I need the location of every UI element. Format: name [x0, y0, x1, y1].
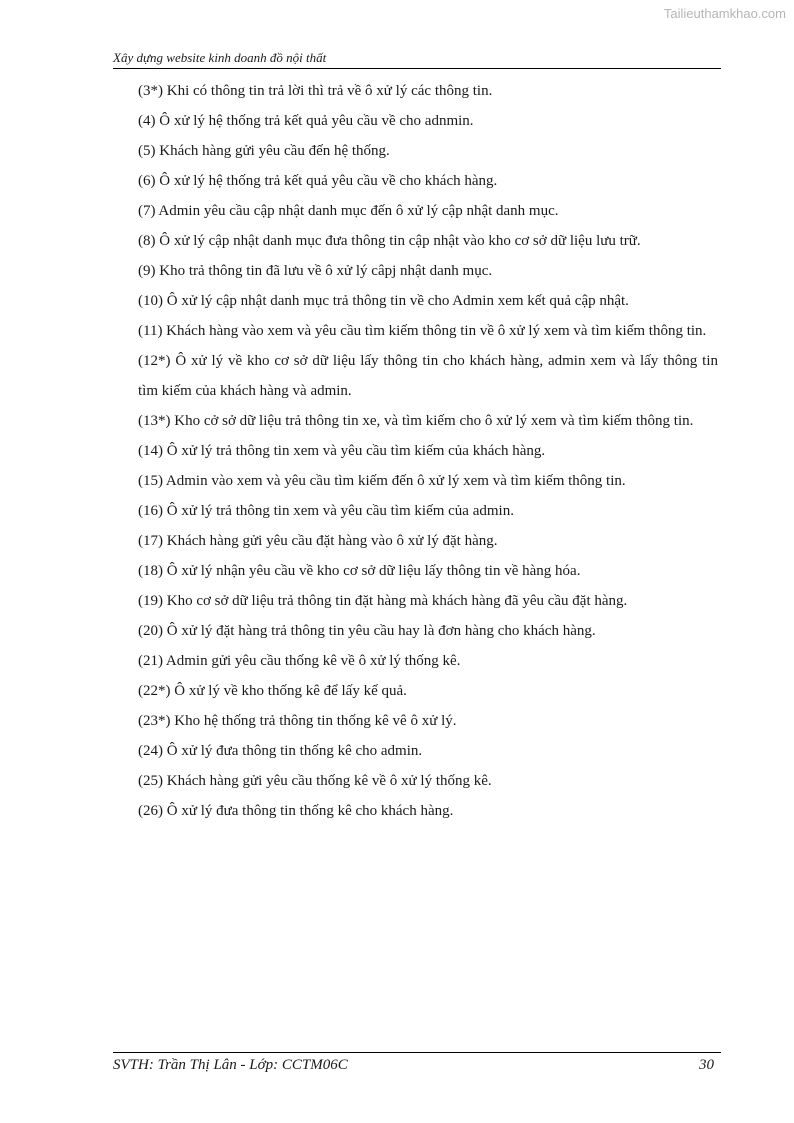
- footer-author: SVTH: Trần Thị Lân - Lớp: CCTM06C: [113, 1057, 348, 1073]
- page-footer: [113, 1052, 721, 1074]
- list-item: (12*) Ô xử lý về kho cơ sở dữ liệu lấy thông tin cho khách hàng, admin xem và lấy thông tin tìm kiếm của khách hàng và admin.: [138, 353, 718, 399]
- page-header: [113, 50, 721, 69]
- list-item: (24) Ô xử lý đưa thông tin thống kê cho admin.: [138, 743, 423, 759]
- list-item: (15) Admin vào xem và yêu cầu tìm kiếm đến ô xử lý xem và tìm kiếm thông tin.: [138, 473, 626, 489]
- list-item: (23*) Kho hệ thống trả thông tin thống kê vê ô xử lý.: [138, 713, 457, 729]
- list-item: (20) Ô xử lý đặt hàng trả thông tin yêu cầu hay là đơn hàng cho khách hàng.: [138, 623, 596, 639]
- watermark: Tailieuthamkhao.com: [663, 6, 786, 21]
- document-title: Xây dựng website kinh doanh đồ nội thất: [113, 50, 327, 65]
- list-item: (7) Admin yêu cầu cập nhật danh mục đến ô xử lý cập nhật danh mục.: [138, 203, 559, 219]
- list-item: (4) Ô xử lý hệ thống trả kết quả yêu cầu về cho adnmin.: [138, 113, 474, 129]
- page-number: 30: [699, 1057, 714, 1073]
- list-item: (25) Khách hàng gửi yêu cầu thống kê về ô xử lý thống kê.: [138, 773, 492, 789]
- list-item: (18) Ô xử lý nhận yêu cầu về kho cơ sở dữ liệu lấy thông tin về hàng hóa.: [138, 563, 581, 579]
- list-item: (9) Kho trả thông tin đã lưu về ô xử lý câpj nhật danh mục.: [138, 263, 493, 279]
- list-item: (13*) Kho cở sở dữ liệu trả thông tin xe, và tìm kiếm cho ô xử lý xem và tìm kiếm thông tin.: [138, 413, 694, 429]
- list-item: (16) Ô xử lý trả thông tin xem và yêu cầu tìm kiếm của admin.: [138, 503, 514, 519]
- list-item: (17) Khách hàng gửi yêu cầu đặt hàng vào ô xử lý đặt hàng.: [138, 533, 498, 549]
- list-item: (10) Ô xử lý cập nhật danh mục trả thông tin về cho Admin xem kết quả cập nhật.: [138, 293, 629, 309]
- list-item: (26) Ô xử lý đưa thông tin thống kê cho khách hàng.: [138, 803, 454, 819]
- list-item: (11) Khách hàng vào xem và yêu cầu tìm kiếm thông tin về ô xử lý xem và tìm kiếm thông tin.: [138, 323, 707, 339]
- body-text: [138, 76, 718, 826]
- list-item: (6) Ô xử lý hệ thống trả kết quả yêu cầu về cho khách hàng.: [138, 173, 498, 189]
- list-item: (21) Admin gửi yêu cầu thống kê về ô xử lý thống kê.: [138, 653, 461, 669]
- list-item: (3*) Khi có thông tin trả lời thì trả về ô xử lý các thông tin.: [138, 83, 493, 99]
- list-item: (22*) Ô xử lý về kho thống kê để lấy kế quả.: [138, 683, 407, 699]
- list-item: (5) Khách hàng gửi yêu cầu đến hệ thống.: [138, 143, 390, 159]
- list-item: (8) Ô xử lý cập nhật danh mục đưa thông tin cập nhật vào kho cơ sở dữ liệu lưu trữ.: [138, 233, 641, 249]
- list-item: (19) Kho cơ sở dữ liệu trả thông tin đặt hàng mà khách hàng đã yêu cầu đặt hàng.: [138, 593, 628, 609]
- list-item: (14) Ô xử lý trả thông tin xem và yêu cầu tìm kiếm của khách hàng.: [138, 443, 546, 459]
